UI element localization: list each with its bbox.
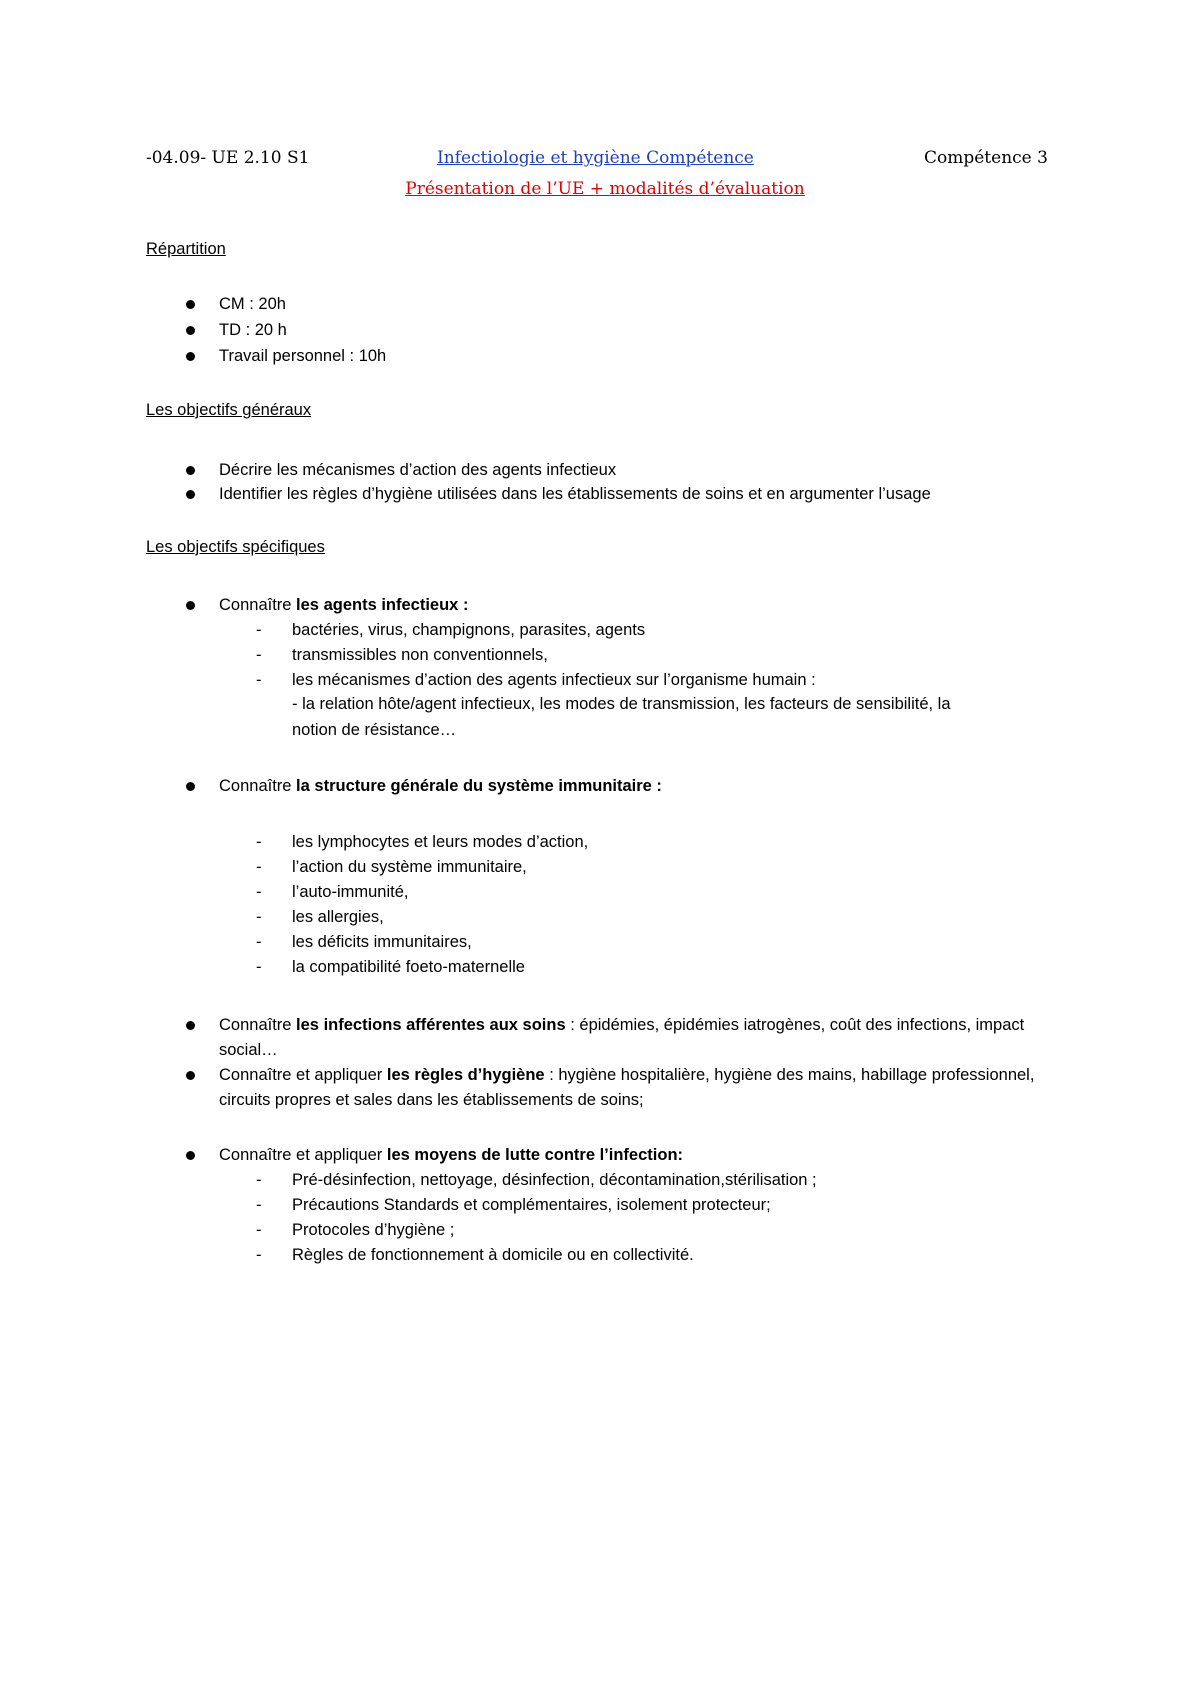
bullet-icon: [186, 352, 195, 361]
course-code: -04.09- UE 2.10 S1: [146, 148, 310, 168]
objectifs-generaux-heading: Les objectifs généraux: [146, 401, 312, 419]
agents-detail-line: notion de résistance…: [292, 721, 457, 739]
list-item-text: CM : 20h: [219, 295, 286, 313]
list-item-text: Travail personnel : 10h: [219, 347, 387, 365]
document-subtitle: Présentation de l’UE + modalités d’évaluation: [405, 179, 805, 199]
competence-label: [924, 148, 1048, 168]
bullet-icon: [186, 326, 195, 335]
bullet-icon: [186, 490, 195, 499]
bullet-icon: [186, 782, 195, 791]
competence-text: Compétence 3: [924, 148, 1048, 168]
bullet-icon: [186, 1071, 195, 1080]
bullet-icon: [186, 601, 195, 610]
course-title-link[interactable]: Infectiologie et hygiène Compétence: [437, 148, 754, 168]
list-item-text: Identifier les règles d’hygiène utilisées dans les établissements de soins et en argumenter l’usage: [219, 485, 931, 503]
bullet-icon: [186, 466, 195, 475]
agents-detail-line: - la relation hôte/agent infectieux, les modes de transmission, les facteurs de sensibilité, la: [292, 695, 951, 713]
bullet-icon: [186, 1151, 195, 1160]
objectifs-specifiques-heading: Les objectifs spécifiques: [146, 538, 325, 556]
bullet-icon: [186, 300, 195, 309]
bullet-icon: [186, 1021, 195, 1030]
list-item-text: TD : 20 h: [219, 321, 287, 339]
document-page: -04.09- UE 2.10 S1 Infectiologie et hygiène Compétence Compétence 3 Présentation de l’UE + modalités d’évaluation Répartition CM : 20h TD : 20 h Travail personnel : 10h Les objectifs généraux Décrire les mécanismes d’action des agents infectieux Identifier les règles d’hygiène utilisées dans les établissements de soins et en argumenter l’usage Les objectifs spécifiques Connaître les agents infectieux : - bactéries, virus, champignons, parasites, agents - transmissibles non conventionnels, - les mécanismes d’action des agents infectieux sur l’organisme humain : - la relation hôte/agent infectieux, les modes de transmission, les facteurs de sensibilité, la notion de résistance… Connaître la structure générale du système immunitaire : - les lymphocytes et leurs modes d’action, - l’action du système immunitaire, - l’auto-immunité, - les allergies, - les déficits immunitaires, - la compatibilité foeto-maternelle Connaître les infections afférentes aux soins : épidémies, épidémies iatrogènes, coût des infections, impact social… Connaître et appliquer les règles d’hygiène : hygiène hospitalière, hygiène des mains, habillage professionnel, circuits propres et sales dans les établissements de soins; Connaître et appliquer les moyens de lutte contre l’infection: - Pré-désinfection, nettoyage, désinfection, décontamination,stérilisation ; - Précautions Standards et complémentaires, isolement protecteur; - Protocoles d’hygiène ; - Règles de fonctionnement à domicile ou en collectivité.: [0, 0, 1200, 1698]
list-item-text: Décrire les mécanismes d’action des agents infectieux: [219, 461, 617, 479]
repartition-heading: Répartition: [146, 240, 226, 258]
